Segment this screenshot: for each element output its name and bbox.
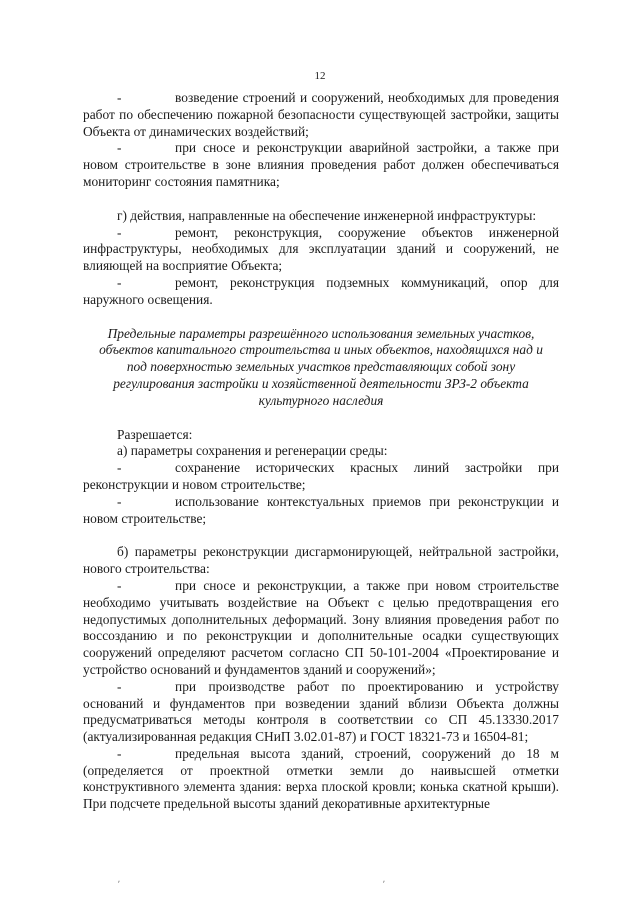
section-a-title: а) параметры сохранения и регенерации среды: bbox=[117, 443, 388, 459]
paragraph-engineering-repair: - ремонт, реконструкция, сооружение объектов инженерной инфраструктуры, необходимых для эксплуатации зданий и сооружений, не влияющей на восприятие Объекта; bbox=[83, 224, 559, 274]
allowed-label: Разрешается: bbox=[117, 426, 193, 442]
section-b-item: - предельная высота зданий, строений, сооружений до 18 м (определяется от проектной отметки земли до наивысшей отметки конструктивного элемента здания: верха плоской кровли; конька скатной крыши). При подсчете предельной высоты зданий декоративные архитектурные bbox=[83, 745, 559, 812]
document-body bbox=[83, 90, 559, 813]
paragraph-demolition-fire: - возведение строений и сооружений, необходимых для проведения работ по обеспечению пожарной безопасности существующей застройки, защиты Объекта от динамических воздействий; bbox=[83, 90, 559, 139]
paragraph-monitoring: - при сносе и реконструкции аварийной застройки, а также при новом строительстве в зоне влияния проведения работ должен обеспечиваться мониторинг состояния памятника; bbox=[83, 140, 559, 189]
section-b-title: б) параметры реконструкции дисгармонирующей, нейтральной застройки, нового строительства: bbox=[83, 544, 559, 577]
scan-mark: ʹ bbox=[118, 879, 120, 889]
paragraph-engineering-heading: г) действия, направленные на обеспечение инженерной инфраструктуры: bbox=[117, 207, 537, 223]
section-a-item: - сохранение исторических красных линий застройки при реконструкции и новом строительстве; bbox=[83, 460, 559, 492]
section-heading: Предельные параметры разрешённого использования земельных участков, объектов капитального строительства и иных объектов, находящихся над и под поверхностью земельных участков представляющих собой зону регулирования застройки и хозяйственной деятельности ЗРЗ-2 объекта культурного наследия bbox=[99, 325, 543, 408]
scan-artifacts bbox=[0, 876, 640, 888]
page-number: 12 bbox=[314, 70, 326, 82]
section-b-item: - при сносе и реконструкции, а также при новом строительстве необходимо учитывать воздействие на Объект с целью предотвращения его недопустимых дополнительных деформаций. Зону влияния проведения работ по воссозданию и по реконструкции и дополнительные осадки существующих сооружений определяют расчетом согласно СП 50-101-2004 «Проектирование и устройство оснований и фундаментов зданий и сооружений»; bbox=[83, 577, 559, 677]
section-b-item: - при производстве работ по проектированию и устройству оснований и фундаментов при возведении зданий вблизи Объекта должны предусматриваться методы контроля в соответствии со СП 45.13330.2017 (актуализированная редакция СНиП 3.02.01-87) и ГОСТ 18321-73 и 16504-81; bbox=[83, 678, 559, 745]
scan-mark: ʹ bbox=[383, 879, 385, 889]
section-a-item: - использование контекстуальных приемов при реконструкции и новом строительстве; bbox=[83, 493, 559, 526]
paragraph-underground-utilities: - ремонт, реконструкция подземных коммуникаций, опор для наружного освещения. bbox=[83, 274, 559, 307]
